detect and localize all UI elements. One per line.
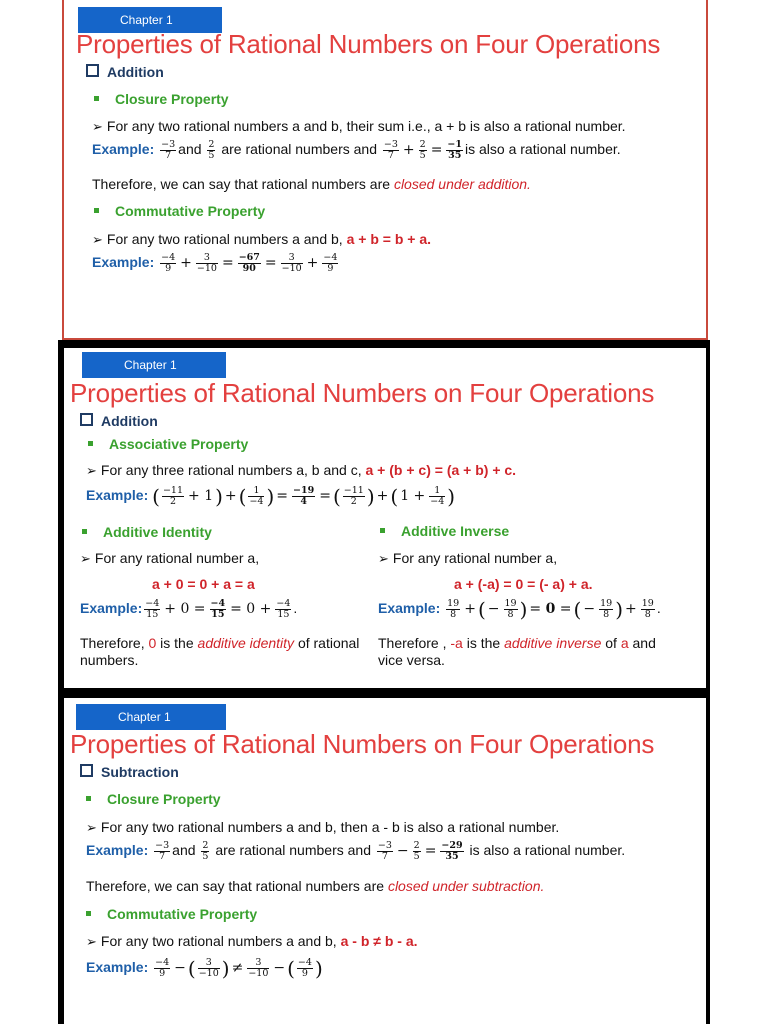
- section-heading: Addition: [86, 64, 164, 80]
- closure-example: Example: $\frac{-3}{7}$ and $\frac{2}{5}$ are rational numbers and $\frac{-3}{7}$ + $\frac{2}{5}$ = $\frac{-1}{35}$ is also a rational number.: [92, 139, 621, 161]
- slide-separator-1: [62, 340, 708, 348]
- inverse-example: Example: $\frac{19}{8}$ + ( − $\frac{19}{8}$ ) = 0 = ( − $\frac{19}{8}$ ) + $\frac{19}{8}$ .: [378, 597, 661, 622]
- inverse-conclusion: Therefore , -a is the additive inverse of a and vice versa.: [378, 635, 656, 668]
- arrow-bullet-icon: ➢: [86, 820, 97, 835]
- closure-example: Example: $\frac{-3}{7}$ and $\frac{2}{5}$ are rational numbers and $\frac{-3}{7}$ − $\frac{2}{5}$ = $\frac{-29}{35}$ is also a rational number.: [86, 840, 626, 862]
- checkbox-bullet-icon: [80, 413, 93, 426]
- slide-title: Properties of Rational Numbers on Four Operations: [70, 378, 655, 408]
- closure-conclusion: Therefore, we can say that rational numbers are closed under addition.: [92, 176, 531, 192]
- chapter-tag: Chapter 1: [78, 7, 222, 33]
- commutative-example: Example: $\frac{-4}{9}$ − ( $\frac{3}{-10}$ ) ≠ $\frac{3}{-10}$ − ( $\frac{-4}{9}$ ): [86, 956, 323, 981]
- arrow-bullet-icon: ➢: [80, 551, 91, 566]
- square-bullet-icon: [94, 208, 99, 213]
- section-heading: Addition: [80, 413, 158, 429]
- associative-statement: ➢ For any three rational numbers a, b and c, a + (b + c) = (a + b) + c.: [86, 462, 517, 478]
- identity-conclusion: Therefore, 0 is the additive identity of rational numbers.: [80, 635, 360, 668]
- arrow-bullet-icon: ➢: [378, 551, 389, 566]
- identity-statement: ➢ For any rational number a,: [80, 550, 260, 566]
- arrow-bullet-icon: ➢: [86, 934, 97, 949]
- square-bullet-icon: [380, 528, 385, 533]
- slide-title: Properties of Rational Numbers on Four Operations: [70, 729, 655, 759]
- square-bullet-icon: [94, 96, 99, 101]
- slide-title: Properties of Rational Numbers on Four Operations: [76, 29, 661, 59]
- arrow-bullet-icon: ➢: [92, 232, 103, 247]
- commutative-example: Example: $\frac{-4}{9}$ + $\frac{3}{-10}$ = $\frac{-67}{90}$ = $\frac{3}{-10}$ + $\frac{-4}{9}$: [92, 252, 338, 274]
- inverse-formula: a + (-a) = 0 = (- a) + a.: [454, 576, 593, 592]
- slide-2: [64, 348, 706, 688]
- slide-1: [62, 0, 708, 340]
- closure-statement: ➢ For any two rational numbers a and b, their sum i.e., a + b is also a rational number.: [92, 118, 626, 134]
- square-bullet-icon: [88, 441, 93, 446]
- commutative-property-heading: Commutative Property: [86, 906, 257, 922]
- additive-inverse-heading: Additive Inverse: [380, 523, 509, 539]
- identity-formula: a + 0 = 0 + a = a: [152, 576, 255, 592]
- commutative-property-heading: Commutative Property: [94, 203, 265, 219]
- square-bullet-icon: [82, 529, 87, 534]
- section-heading: Subtraction: [80, 764, 179, 780]
- associative-property-heading: Associative Property: [88, 436, 248, 452]
- square-bullet-icon: [86, 911, 91, 916]
- identity-example: Example: $\frac{-4}{15}$ + 0 = $\frac{-4}{15}$ = 0 + $\frac{-4}{15}$ .: [80, 598, 298, 620]
- closure-property-heading: Closure Property: [94, 91, 229, 107]
- inverse-statement: ➢ For any rational number a,: [378, 550, 558, 566]
- right-edge-bar: [706, 340, 710, 1024]
- closure-property-heading: Closure Property: [86, 791, 221, 807]
- additive-identity-heading: Additive Identity: [82, 524, 212, 540]
- closure-conclusion: Therefore, we can say that rational numbers are closed under subtraction.: [86, 878, 545, 894]
- commutative-statement: ➢ For any two rational numbers a and b, a + b = b + a.: [92, 231, 432, 247]
- arrow-bullet-icon: ➢: [92, 119, 103, 134]
- chapter-tag: Chapter 1: [76, 704, 226, 730]
- square-bullet-icon: [86, 796, 91, 801]
- checkbox-bullet-icon: [86, 64, 99, 77]
- closure-statement: ➢ For any two rational numbers a and b, then a - b is also a rational number.: [86, 819, 560, 835]
- arrow-bullet-icon: ➢: [86, 463, 97, 478]
- slide-separator-2: [62, 688, 708, 698]
- commutative-statement: ➢ For any two rational numbers a and b, a - b ≠ b - a.: [86, 933, 418, 949]
- slide-3: [64, 698, 706, 1024]
- checkbox-bullet-icon: [80, 764, 93, 777]
- associative-example: Example: ( $\frac{-11}{2}$ + 1 ) + ( $\frac{1}{-4}$ ) = $\frac{-19}{4}$ = ( $\frac{-11}{2}$ ) + ( 1 + $\frac{1}{-4}$ ): [86, 484, 456, 509]
- chapter-tag: Chapter 1: [82, 352, 226, 378]
